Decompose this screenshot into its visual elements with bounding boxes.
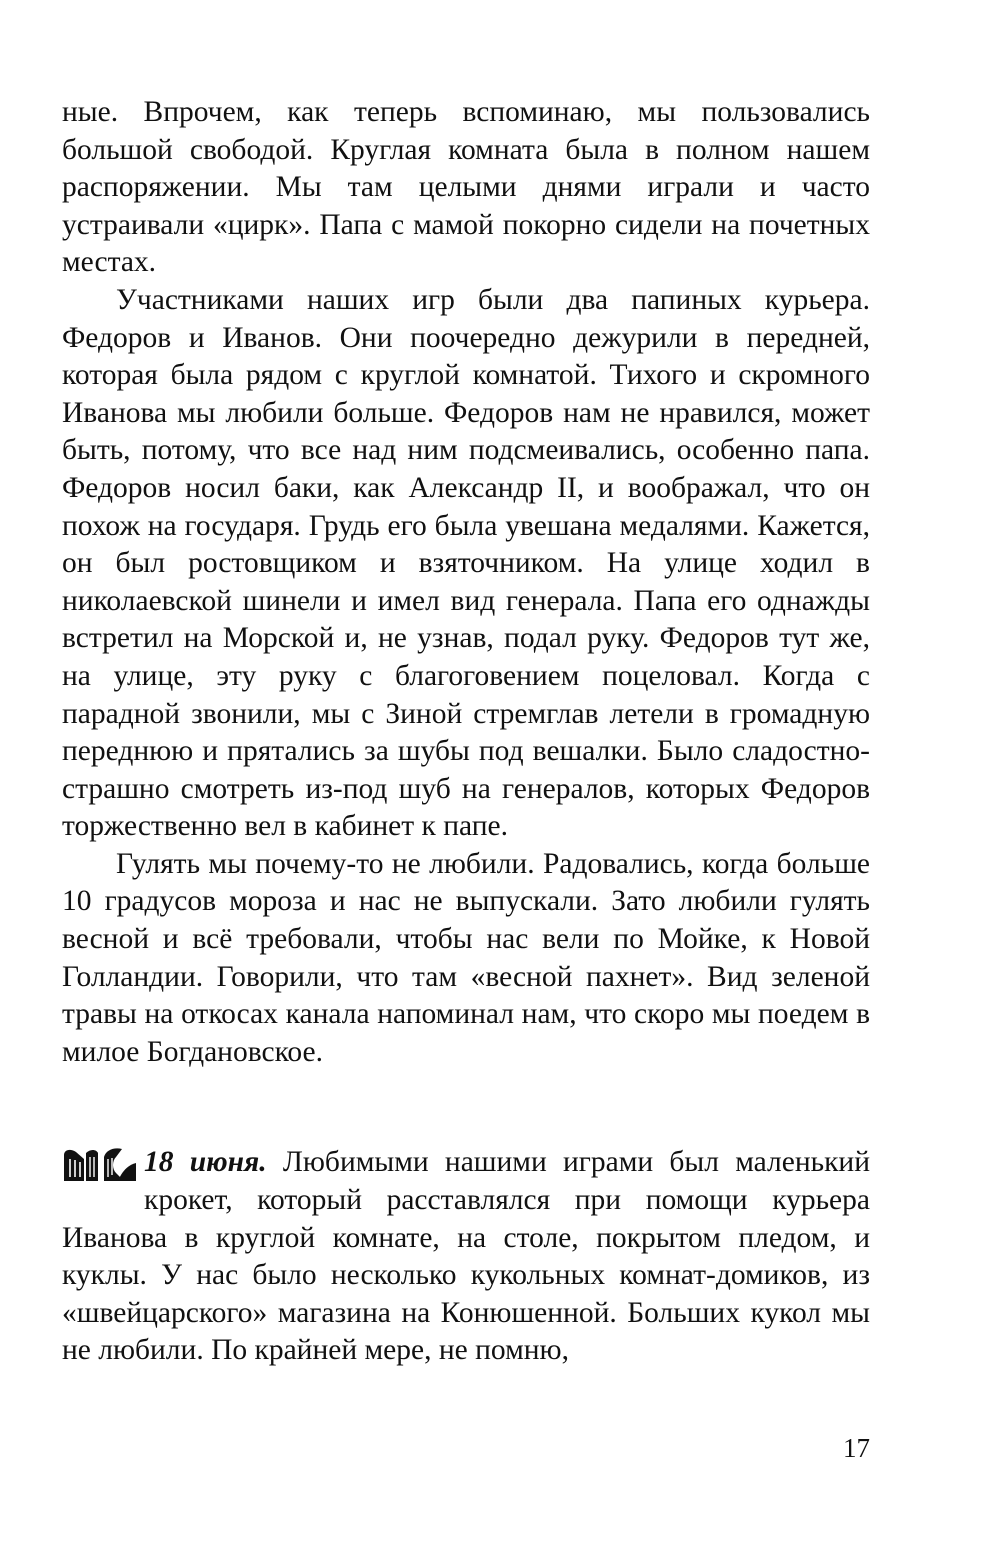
entry-paragraph — [62, 1144, 870, 1370]
page-body — [62, 94, 870, 1370]
diary-entry — [62, 1144, 870, 1370]
paragraph-2: Участниками наших игр были два папиных курьера. Федоров и Иванов. Они поочередно дежурили в передней, которая была рядом с круглой комнатой. Тихого и скромного Иванова мы любили больше. Федоров нам не нравился, может быть, потому, что все над ним подсмеивались, особенно папа. Федоров носил баки, как Александр II, и воображал, что он похож на государя. Грудь его была увешана медалями. Кажется, он был ростовщиком и взяточником. На улице ходил в николаевской шинели и имел вид генерала. Папа его однажды встретил на Морской и, не узнав, подал руку. Федоров тут же, на улице, эту руку с благоговением поцеловал. Когда с парадной звонили, мы с Зиной стремглав летели в громадную переднюю и прятались за шубы под вешалки. Было сладостно-страшно смотреть из-под шуб на генералов, которых Федоров торжественно вел в кабинет к папе. — [62, 283, 870, 843]
page-number: 17 — [843, 1433, 870, 1463]
paragraph-1: ные. Впрочем, как теперь вспоминаю, мы пользовались большой свободой. Круглая комната была в полном нашем распоряжении. Мы там целыми днями играли и часто устраивали «цирк». Папа с мамой покорно сидели на почетных местах. — [62, 96, 870, 279]
entry-text: Любимыми нашими играми был маленький крокет, который расставлялся при помощи курьера Иванова в круглой комнате, на столе, покрытом пледом, и куклы. У нас было несколько кукольных комнат-домиков, из «швейцарского» магазина на Конюшенной. Больших кукол мы не любили. По крайней мере, не помню, — [62, 1146, 870, 1367]
entry-date: 18 июня. — [144, 1146, 267, 1179]
paragraph-3: Гулять мы почему-то не любили. Радовались, когда больше 10 градусов мороза и нас не выпускали. Зато любили гулять весной и всё требовали, чтобы нас вели по Мойке, к Новой Голландии. Говорили, что там «весной пахнет». Вид зеленой травы на откосах канала напоминал нам, что скоро мы поедем в милое Богдановское. — [62, 847, 870, 1068]
floral-ornament-icon — [62, 1147, 138, 1183]
